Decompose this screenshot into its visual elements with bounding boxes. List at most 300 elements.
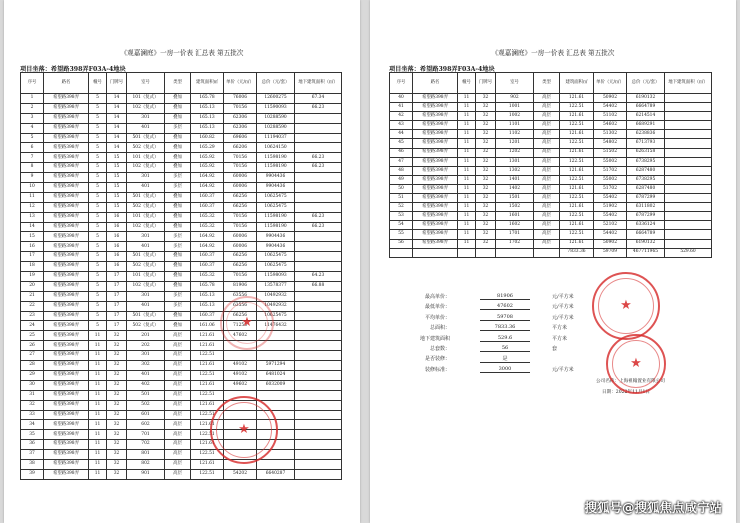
table-cell: 16 <box>107 242 127 252</box>
column-header: 建筑面积㎡ <box>191 73 224 94</box>
table-cell: 11 <box>89 361 107 371</box>
table-cell: 希望路398弄 <box>44 153 89 163</box>
table-cell: 32 <box>476 139 496 148</box>
table-cell: 101（复式） <box>127 153 165 163</box>
table-row <box>21 252 342 262</box>
table-cell: 44 <box>390 130 413 139</box>
table-cell: 11 <box>458 230 476 239</box>
table-cell: 5 <box>89 153 107 163</box>
table-cell: 32 <box>476 130 496 139</box>
table-cell: 高层 <box>534 139 560 148</box>
table-cell: 高层 <box>534 121 560 130</box>
summary-label: 总套数： <box>429 345 450 352</box>
table-cell: 5 <box>89 103 107 113</box>
summary-row <box>394 355 644 365</box>
table-cell: 701 <box>127 430 165 440</box>
table-cell: 6190132 <box>627 239 665 248</box>
summary-row <box>394 335 644 345</box>
table-cell: 54202 <box>224 469 257 479</box>
table-cell: 121.61 <box>560 148 594 157</box>
table-cell: 602 <box>127 420 165 430</box>
column-header: 门牌号 <box>476 73 496 94</box>
table-cell: 5 <box>89 212 107 222</box>
table-cell: 32 <box>476 112 496 121</box>
table-cell: 32 <box>476 239 496 248</box>
table-cell: 121.61 <box>191 400 224 410</box>
table-cell: 52 <box>390 203 413 212</box>
table-cell: 希望路398弄 <box>413 194 458 203</box>
table-cell: 54802 <box>594 139 627 148</box>
table-cell: 55002 <box>594 175 627 184</box>
table-cell: 3 <box>21 113 44 123</box>
table-cell: 402 <box>127 380 165 390</box>
table-cell: 6787299 <box>627 212 665 221</box>
table-cell: 5 <box>89 272 107 282</box>
table-cell: 高层 <box>534 157 560 166</box>
column-header: 室号 <box>496 73 534 94</box>
table-cell: 希望路398弄 <box>44 311 89 321</box>
table-cell: 29 <box>21 370 44 380</box>
table-row <box>21 311 342 321</box>
table-cell: 高层 <box>165 370 191 380</box>
table-cell: 60006 <box>224 173 257 183</box>
table-cell: 66.23 <box>295 212 342 222</box>
table-cell: 1302 <box>496 166 534 175</box>
table-row <box>390 130 712 139</box>
table-cell: 10492932 <box>257 291 295 301</box>
table-cell: 9904436 <box>257 173 295 183</box>
table-cell: 50902 <box>594 94 627 103</box>
table-cell: 71256 <box>224 321 257 331</box>
table-cell: 32 <box>476 194 496 203</box>
table-cell: 7 <box>21 153 44 163</box>
table-cell: 32 <box>107 361 127 371</box>
table-cell: 希望路398弄 <box>44 133 89 143</box>
table-cell: 希望路398弄 <box>44 351 89 361</box>
table-cell: 32 <box>107 440 127 450</box>
table-cell: 希望路398弄 <box>413 184 458 193</box>
column-header: 序号 <box>21 73 44 94</box>
table-cell: 45 <box>390 139 413 148</box>
column-header: 单价（元/㎡） <box>594 73 627 94</box>
table-cell: 55402 <box>594 212 627 221</box>
table-row <box>21 272 342 282</box>
table-cell: 122.51 <box>191 469 224 479</box>
table-cell: 希望路398弄 <box>44 232 89 242</box>
table-cell: 160.82 <box>191 133 224 143</box>
total-cell <box>476 248 496 257</box>
table-cell: 6214514 <box>627 112 665 121</box>
table-cell: 11 <box>21 192 44 202</box>
table-cell: 希望路398弄 <box>413 203 458 212</box>
table-cell: 32 <box>107 400 127 410</box>
table-cell <box>257 351 295 361</box>
table-cell: 叠加 <box>165 202 191 212</box>
table-cell <box>295 202 342 212</box>
table-row <box>21 153 342 163</box>
table-row <box>390 221 712 230</box>
table-cell <box>295 301 342 311</box>
table-cell: 121.61 <box>560 203 594 212</box>
table-cell: 52102 <box>594 221 627 230</box>
table-cell: 66.88 <box>295 281 342 291</box>
table-cell: 多层 <box>165 183 191 193</box>
summary-unit: 平方米 <box>552 335 568 342</box>
summary-value: 529.6 <box>480 335 530 342</box>
table-cell: 11 <box>458 103 476 112</box>
table-cell: 502（复式） <box>127 143 165 153</box>
table-cell: 希望路398弄 <box>44 183 89 193</box>
table-cell <box>295 143 342 153</box>
table-cell: 165.32 <box>191 222 224 232</box>
table-cell <box>295 459 342 469</box>
table-cell: 34 <box>21 420 44 430</box>
table-cell: 14 <box>107 123 127 133</box>
table-cell: 叠加 <box>165 143 191 153</box>
table-cell: 122.51 <box>191 430 224 440</box>
table-cell: 63556 <box>224 301 257 311</box>
summary-value: 59708 <box>480 314 530 321</box>
table-cell: 11 <box>458 212 476 221</box>
table-cell: 希望路398弄 <box>44 281 89 291</box>
total-cell <box>534 248 560 257</box>
table-cell: 32 <box>107 420 127 430</box>
table-cell: 希望路398弄 <box>44 469 89 479</box>
table-cell: 51902 <box>594 203 627 212</box>
table-cell <box>224 410 257 420</box>
table-cell: 32 <box>107 341 127 351</box>
table-cell: 希望路398弄 <box>44 450 89 460</box>
table-cell: 5971294 <box>257 361 295 371</box>
left-document-title: 《观嘉澜庭》一房一价表 汇总表 第五批次 <box>120 49 244 57</box>
column-header: 建筑面积㎡ <box>560 73 594 94</box>
table-row <box>390 139 712 148</box>
table-cell: 66256 <box>224 202 257 212</box>
table-cell: 54402 <box>594 230 627 239</box>
table-cell: 高层 <box>165 450 191 460</box>
table-cell: 1601 <box>496 212 534 221</box>
table-cell: 502 <box>127 400 165 410</box>
table-cell: 17 <box>107 281 127 291</box>
table-cell <box>224 400 257 410</box>
table-cell <box>665 112 712 121</box>
table-cell: 高层 <box>165 341 191 351</box>
table-cell: 多层 <box>165 291 191 301</box>
table-cell: 多层 <box>165 242 191 252</box>
table-cell: 11 <box>458 121 476 130</box>
table-row <box>21 450 342 460</box>
table-cell <box>257 420 295 430</box>
table-cell: 11598190 <box>257 222 295 232</box>
table-cell: 101（复式） <box>127 212 165 222</box>
table-cell: 502（复式） <box>127 262 165 272</box>
table-row <box>390 157 712 166</box>
column-header: 幢号 <box>89 73 107 94</box>
table-cell: 高层 <box>165 440 191 450</box>
table-cell: 11 <box>458 112 476 121</box>
table-cell: 6689291 <box>627 121 665 130</box>
table-row <box>21 143 342 153</box>
column-header: 路名 <box>44 73 89 94</box>
table-cell: 希望路398弄 <box>44 103 89 113</box>
table-cell: 5 <box>89 301 107 311</box>
table-cell: 121.61 <box>560 221 594 230</box>
table-cell: 18 <box>21 262 44 272</box>
table-cell: 10625475 <box>257 262 295 272</box>
table-cell: 122.51 <box>560 194 594 203</box>
table-cell: 32 <box>476 157 496 166</box>
table-cell: 1702 <box>496 239 534 248</box>
table-cell: 55 <box>390 230 413 239</box>
table-cell: 高层 <box>165 459 191 469</box>
table-row <box>21 390 342 400</box>
table-row <box>21 459 342 469</box>
table-cell: 叠加 <box>165 281 191 291</box>
column-header: 室号 <box>127 73 165 94</box>
table-cell <box>295 123 342 133</box>
table-cell: 121.61 <box>560 166 594 175</box>
table-cell: 66.23 <box>295 163 342 173</box>
table-cell <box>295 469 342 479</box>
table-cell: 10625475 <box>257 202 295 212</box>
table-cell: 希望路398弄 <box>413 148 458 157</box>
table-cell: 希望路398弄 <box>44 321 89 331</box>
table-cell: 39 <box>21 469 44 479</box>
table-cell: 希望路398弄 <box>413 139 458 148</box>
column-header: 幢号 <box>458 73 476 94</box>
total-cell: 7833.36 <box>560 248 594 257</box>
table-row <box>21 173 342 183</box>
table-cell: 32 <box>107 459 127 469</box>
table-cell: 32 <box>476 94 496 103</box>
table-cell <box>295 192 342 202</box>
summary-value: 81906 <box>480 293 530 300</box>
table-row <box>390 121 712 130</box>
table-cell <box>665 94 712 103</box>
table-cell: 6738295 <box>627 157 665 166</box>
table-cell: 25 <box>21 331 44 341</box>
table-cell: 希望路398弄 <box>413 94 458 103</box>
table-cell: 高层 <box>534 184 560 193</box>
table-cell: 5 <box>89 143 107 153</box>
table-cell: 5 <box>89 94 107 104</box>
table-cell: 多层 <box>165 232 191 242</box>
column-header: 类型 <box>165 73 191 94</box>
table-cell: 高层 <box>165 390 191 400</box>
table-row <box>21 232 342 242</box>
table-row <box>390 184 712 193</box>
table-cell: 31 <box>21 390 44 400</box>
table-cell <box>665 194 712 203</box>
table-cell: 11 <box>89 341 107 351</box>
table-row <box>21 420 342 430</box>
table-cell: 5 <box>89 232 107 242</box>
table-row <box>21 301 342 311</box>
table-row <box>21 222 342 232</box>
table-cell <box>257 410 295 420</box>
table-cell: 1 <box>21 94 44 104</box>
summary-row <box>394 345 644 355</box>
table-cell: 32 <box>107 469 127 479</box>
table-cell: 60006 <box>224 232 257 242</box>
table-cell <box>295 390 342 400</box>
table-cell: 16 <box>21 242 44 252</box>
table-cell <box>295 242 342 252</box>
table-cell: 32 <box>476 175 496 184</box>
table-cell: 6287480 <box>627 166 665 175</box>
table-cell <box>224 430 257 440</box>
table-cell <box>224 459 257 469</box>
table-cell: 50 <box>390 184 413 193</box>
table-row <box>21 242 342 252</box>
table-cell: 希望路398弄 <box>413 221 458 230</box>
table-cell: 11 <box>458 148 476 157</box>
table-cell: 49102 <box>224 370 257 380</box>
table-cell: 6032009 <box>257 380 295 390</box>
table-cell: 32 <box>476 184 496 193</box>
table-cell: 1201 <box>496 139 534 148</box>
table-cell: 164.92 <box>191 173 224 183</box>
table-cell: 501（复式） <box>127 311 165 321</box>
right-price-list-page <box>370 0 736 523</box>
table-row <box>21 361 342 371</box>
table-cell: 122.51 <box>560 175 594 184</box>
table-cell: 101（复式） <box>127 94 165 104</box>
table-cell: 高层 <box>165 361 191 371</box>
sign-date: 日期：2022年11月1日 <box>602 390 651 395</box>
table-row <box>21 321 342 331</box>
table-cell <box>295 351 342 361</box>
table-cell: 160.37 <box>191 262 224 272</box>
table-cell <box>295 291 342 301</box>
table-cell: 301 <box>127 232 165 242</box>
table-cell: 6640287 <box>257 469 295 479</box>
table-cell: 14 <box>21 222 44 232</box>
table-cell <box>295 113 342 123</box>
table-cell: 高层 <box>165 469 191 479</box>
table-cell: 17 <box>21 252 44 262</box>
table-cell: 11 <box>89 450 107 460</box>
table-cell: 201 <box>127 331 165 341</box>
table-row <box>21 351 342 361</box>
table-cell: 502（复式） <box>127 321 165 331</box>
table-cell: 26 <box>21 341 44 351</box>
table-cell: 301 <box>127 173 165 183</box>
table-cell: 高层 <box>165 380 191 390</box>
table-cell: 62306 <box>224 113 257 123</box>
table-row <box>21 341 342 351</box>
table-cell: 66206 <box>224 143 257 153</box>
table-row <box>21 113 342 123</box>
table-cell: 11 <box>458 130 476 139</box>
summary-row <box>394 324 644 334</box>
table-cell <box>257 440 295 450</box>
table-cell: 希望路398弄 <box>44 291 89 301</box>
table-cell: 希望路398弄 <box>44 113 89 123</box>
table-cell: 希望路398弄 <box>413 239 458 248</box>
table-cell: 希望路398弄 <box>413 130 458 139</box>
table-cell: 2 <box>21 103 44 113</box>
table-cell <box>295 380 342 390</box>
table-cell <box>665 130 712 139</box>
table-cell: 5 <box>89 133 107 143</box>
table-cell: 11 <box>89 400 107 410</box>
table-cell: 66.23 <box>295 103 342 113</box>
table-cell: 高层 <box>534 212 560 221</box>
table-cell: 13 <box>21 212 44 222</box>
table-cell: 35 <box>21 430 44 440</box>
table-cell: 6238836 <box>627 130 665 139</box>
table-cell: 希望路398弄 <box>413 157 458 166</box>
table-cell: 11598190 <box>257 212 295 222</box>
table-cell: 1501 <box>496 194 534 203</box>
table-cell: 301 <box>127 291 165 301</box>
table-cell: 11 <box>458 139 476 148</box>
table-cell: 121.61 <box>560 112 594 121</box>
company-name: 公司名称：上海祖翰置业有限公司 <box>596 379 665 384</box>
table-cell: 70156 <box>224 153 257 163</box>
table-cell: 122.51 <box>191 351 224 361</box>
table-cell <box>295 400 342 410</box>
table-cell: 32 <box>476 121 496 130</box>
left-price-list-page <box>4 0 360 523</box>
table-cell: 42 <box>390 112 413 121</box>
table-cell: 32 <box>476 203 496 212</box>
table-cell: 10288590 <box>257 113 295 123</box>
table-cell: 122.51 <box>560 121 594 130</box>
table-cell <box>224 450 257 460</box>
summary-value: 是 <box>480 355 530 363</box>
table-cell: 801 <box>127 450 165 460</box>
table-cell: 11194037 <box>257 133 295 143</box>
summary-label: 是否装修： <box>424 356 450 363</box>
summary-row <box>394 303 644 313</box>
table-cell: 101（复式） <box>127 272 165 282</box>
table-cell: 32 <box>107 331 127 341</box>
table-cell: 14 <box>107 94 127 104</box>
table-row <box>390 175 712 184</box>
column-header: 单价（元/㎡） <box>224 73 257 94</box>
table-cell: 叠加 <box>165 153 191 163</box>
table-cell: 66256 <box>224 252 257 262</box>
table-cell: 41 <box>390 103 413 112</box>
column-header: 门牌号 <box>107 73 127 94</box>
column-header: 总价（元/套） <box>257 73 295 94</box>
table-cell: 32 <box>476 212 496 221</box>
table-cell <box>295 331 342 341</box>
table-cell: 121.61 <box>191 361 224 371</box>
table-cell: 高层 <box>165 420 191 430</box>
table-cell: 22 <box>21 301 44 311</box>
table-cell: 高层 <box>534 166 560 175</box>
table-cell: 122.51 <box>560 139 594 148</box>
table-cell <box>295 420 342 430</box>
table-cell: 1001 <box>496 103 534 112</box>
table-cell: 401 <box>127 242 165 252</box>
table-cell <box>224 440 257 450</box>
table-cell <box>257 430 295 440</box>
table-cell: 希望路398弄 <box>44 242 89 252</box>
table-row <box>390 94 712 103</box>
table-cell: 165.13 <box>191 123 224 133</box>
table-cell: 48 <box>390 166 413 175</box>
table-cell: 165.13 <box>191 113 224 123</box>
table-cell: 16 <box>107 252 127 262</box>
table-cell: 5 <box>89 291 107 301</box>
table-cell: 希望路398弄 <box>44 212 89 222</box>
table-row <box>21 212 342 222</box>
table-row <box>21 192 342 202</box>
